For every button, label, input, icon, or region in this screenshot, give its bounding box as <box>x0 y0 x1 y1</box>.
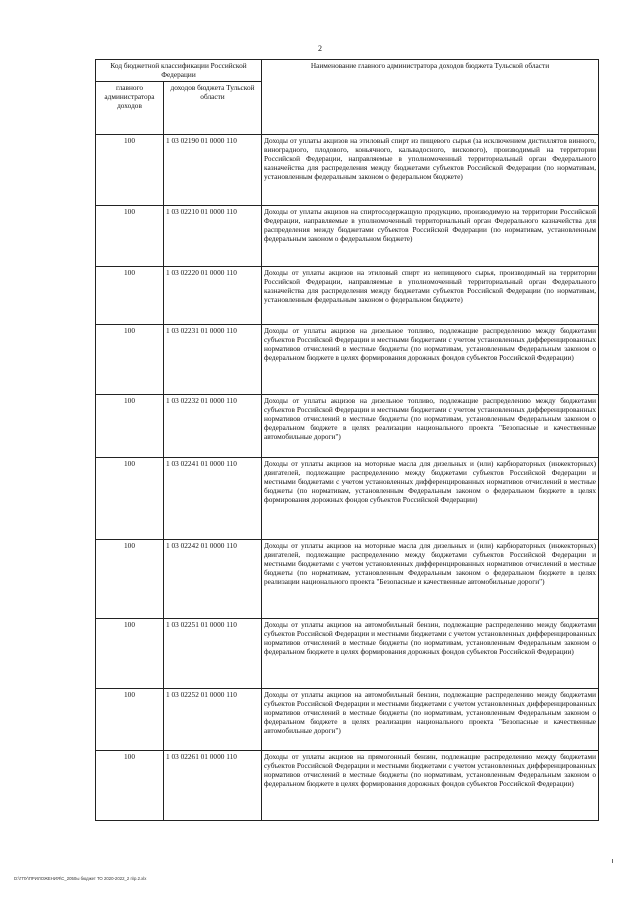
admin-code-cell: 100 <box>96 325 164 395</box>
admin-code-cell: 100 <box>96 395 164 458</box>
revenue-name-cell: Доходы от уплаты акцизов на дизельное топливо, подлежащие распределению между бюджетами субъектов Российской Федерации и местными бюджетами с учетом установленных дифференцированных нормативов отчислений в местные бюджеты (по нормативам, установленным Федеральным законом о федеральном бюджете в целях реализации национального проекта "Безопасные и качественные автомобильные дороги") <box>262 395 599 458</box>
admin-code-cell: 100 <box>96 206 164 267</box>
table-row <box>96 206 599 267</box>
page-number: 2 <box>318 44 322 53</box>
table-row <box>96 395 599 458</box>
admin-code-header: главного администратора доходов <box>96 82 164 135</box>
revenue-name-cell: Доходы от уплаты акцизов на прямогонный бензин, подлежащие распределению между бюджетами субъектов Российской Федерации и местными бюджетами с учетом установленных дифференцированных нормативов отчислений в местные бюджеты (по нормативам, установленным Федеральным законом о федеральном бюджете в целях формирования дорожных фондов субъектов Российской Федерации) <box>262 751 599 821</box>
admin-code-cell: 100 <box>96 135 164 206</box>
revenue-name-cell: Доходы от уплаты акцизов на спиртосодержащую продукцию, производимую на территории Российской Федерации, направляемые в уполномоченный территориальный орган Федерального казначейства для распределения между бюджетами субъектов Российской Федерации (по нормативам, установленным федеральным законом о федеральном бюджете) <box>262 206 599 267</box>
revenue-code-cell: 1 03 02210 01 0000 110 <box>164 206 262 267</box>
revenue-name-cell: Доходы от уплаты акцизов на моторные масла для дизельных и (или) карбюраторных (инжекторных) двигателей, подлежащие распределению между бюджетами субъектов Российской Федерации и местными бюджетами с учетом установленных дифференцированных нормативов отчислений в местные бюджеты (по нормативам, установленным Федеральным законом о федеральном бюджете в целях реализации национального проекта "Безопасные и качественные автомобильные дороги") <box>262 540 599 619</box>
admin-code-cell: 100 <box>96 267 164 325</box>
budget-classification-header: Код бюджетной классификации Российской Федерации <box>96 60 262 82</box>
admin-code-cell: 100 <box>96 689 164 751</box>
table-row <box>96 689 599 751</box>
revenue-code-cell: 1 03 02261 01 0000 110 <box>164 751 262 821</box>
revenue-code-cell: 1 03 02251 01 0000 110 <box>164 619 262 689</box>
revenue-code-cell: 1 03 02220 01 0000 110 <box>164 267 262 325</box>
revenue-name-cell: Доходы от уплаты акцизов на этиловый спирт из непищевого сырья, производимый на территории Российской Федерации, направляемые в уполномоченный территориальный орган Федерального казначейства для распределения между бюджетами субъектов Российской Федерации (по нормативам, установленным федеральным законом о федеральном бюджете) <box>262 267 599 325</box>
table-body <box>96 135 599 821</box>
file-path-footer: D:\ГПУ\ПРИЛОЖЕНИЯ\С_2050ы бюджет ТО 2020-2022_2 п\р.2.xlx <box>14 876 147 881</box>
page-mark <box>612 859 613 863</box>
revenue-name-cell: Доходы от уплаты акцизов на этиловый спирт из пищевого сырья (за исключением дистиллятов винного, виноградного, плодового, коньячного, кальвадосного, вискового), производимый на территории Российской Федерации, направляемые в уполномоченный территориальный орган Федерального казначейства для распределения между бюджетами субъектов Российской Федерации (по нормативам, установленным федеральным законом о федеральном бюджете) <box>262 135 599 206</box>
revenue-code-cell: 1 03 02242 01 0000 110 <box>164 540 262 619</box>
admin-code-cell: 100 <box>96 458 164 540</box>
table-row <box>96 458 599 540</box>
admin-code-cell: 100 <box>96 751 164 821</box>
admin-code-cell: 100 <box>96 619 164 689</box>
revenue-name-cell: Доходы от уплаты акцизов на автомобильный бензин, подлежащие распределению между бюджетами субъектов Российской Федерации и местными бюджетами с учетом установленных дифференцированных нормативов отчислений в местные бюджеты (по нормативам, установленным Федеральным законом о федеральном бюджете в целях формирования дорожных фондов субъектов Российской Федерации) <box>262 619 599 689</box>
table-row <box>96 135 599 206</box>
revenue-administrators-table <box>95 59 599 821</box>
revenue-code-cell: 1 03 02231 01 0000 110 <box>164 325 262 395</box>
revenue-name-cell: Доходы от уплаты акцизов на моторные масла для дизельных и (или) карбюраторных (инжекторных) двигателей, подлежащие распределению между бюджетами субъектов Российской Федерации и местными бюджетами с учетом установленных дифференцированных нормативов отчислений в местные бюджеты (по нормативам, установленным Федеральным законом о федеральном бюджете в целях формирования дорожных фондов субъектов Российской Федерации) <box>262 458 599 540</box>
table-row <box>96 267 599 325</box>
revenue-name-cell: Доходы от уплаты акцизов на автомобильный бензин, подлежащие распределению между бюджетами субъектов Российской Федерации и местными бюджетами с учетом установленных дифференцированных нормативов отчислений в местные бюджеты (по нормативам, установленным Федеральным законом о федеральном бюджете в целях реализации национального проекта "Безопасные и качественные автомобильные дороги") <box>262 689 599 751</box>
admin-code-cell: 100 <box>96 540 164 619</box>
revenue-code-cell: 1 03 02190 01 0000 110 <box>164 135 262 206</box>
revenue-code-header: доходов бюджета Тульской области <box>164 82 262 135</box>
revenue-code-cell: 1 03 02232 01 0000 110 <box>164 395 262 458</box>
table-row <box>96 751 599 821</box>
administrator-name-header: Наименование главного администратора доходов бюджета Тульской области <box>262 60 599 135</box>
table-row <box>96 325 599 395</box>
revenue-code-cell: 1 03 02241 01 0000 110 <box>164 458 262 540</box>
revenue-code-cell: 1 03 02252 01 0000 110 <box>164 689 262 751</box>
table-row <box>96 540 599 619</box>
table-row <box>96 619 599 689</box>
revenue-name-cell: Доходы от уплаты акцизов на дизельное топливо, подлежащие распределению между бюджетами субъектов Российской Федерации и местными бюджетами с учетом установленных дифференцированных нормативов отчислений в местные бюджеты (по нормативам, установленным Федеральным законом о федеральном бюджете в целях формирования дорожных фондов субъектов Российской Федерации) <box>262 325 599 395</box>
